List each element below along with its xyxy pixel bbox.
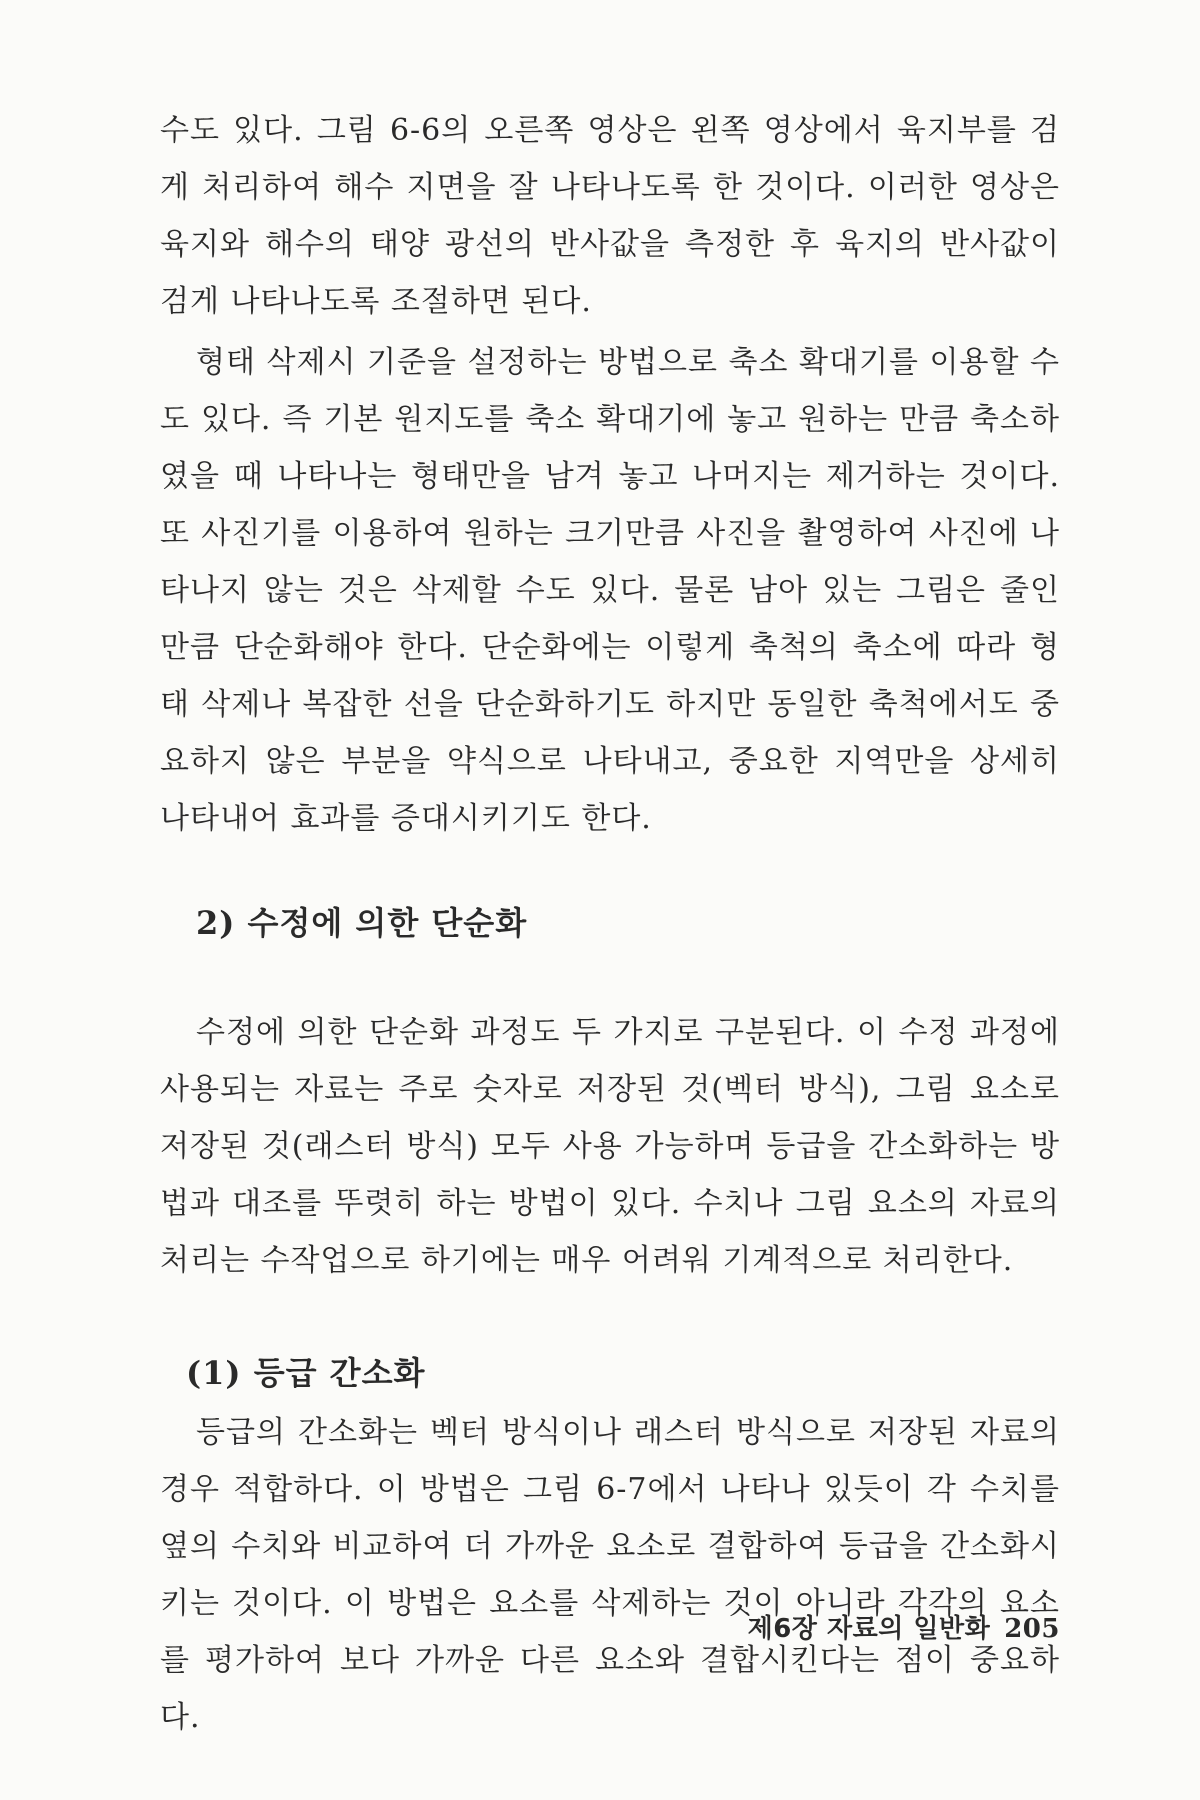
page-number: 205 bbox=[1004, 1614, 1060, 1644]
chapter-title: 제6장 자료의 일반화 bbox=[747, 1614, 991, 1644]
body-text bbox=[160, 102, 1060, 1746]
paragraph-continuation: 수도 있다. 그림 6-6의 오른쪽 영상은 왼쪽 영상에서 육지부를 검게 처리하여 해수 지면을 잘 나타나도록 한 것이다. 이러한 영상은 육지와 해수의 태양 광선의 반사값을 측정한 후 육지의 반사값이 검게 나타나도록 조절하면 된다. bbox=[160, 113, 1060, 319]
paragraph-correction-simplification: 수정에 의한 단순화 과정도 두 가지로 구분된다. 이 수정 과정에 사용되는 자료는 주로 숫자로 저장된 것(벡터 방식), 그림 요소로 저장된 것(래스터 방식) 모두 사용 가능하며 등급을 간소화하는 방법과 대조를 뚜렷히 하는 방법이 있다. 수치나 그림 요소의 자료의 처리는 수작업으로 하기에는 매우 어려워 기계적으로 처리한다. bbox=[160, 1015, 1060, 1278]
subsection-heading: (1) 등급 간소화 bbox=[186, 1354, 426, 1392]
paragraph-shape-deletion: 형태 삭제시 기준을 설정하는 방법으로 축소 확대기를 이용할 수도 있다. 즉 기본 원지도를 축소 확대기에 놓고 원하는 만큼 축소하였을 때 나타나는 형태만을 남겨 놓고 나머지는 제거하는 것이다. 또 사진기를 이용하여 원하는 크기만큼 사진을 촬영하여 사진에 나타나지 않는 것은 삭제할 수도 있다. 물론 남아 있는 그림은 줄인 만큼 단순화해야 한다. 단순화에는 이렇게 축척의 축소에 따라 형태 삭제나 복잡한 선을 단순화하기도 하지만 동일한 축척에서도 중요하지 않은 부분을 약식으로 나타내고, 중요한 지역만을 상세히 나타내어 효과를 증대시키기도 한다. bbox=[160, 345, 1060, 836]
section-heading: 2) 수정에 의한 단순화 bbox=[196, 904, 528, 942]
page-footer bbox=[748, 1608, 1060, 1645]
paragraph-class-simplification: 등급의 간소화는 벡터 방식이나 래스터 방식으로 저장된 자료의 경우 적합하다. 이 방법은 그림 6-7에서 나타나 있듯이 각 수치를 옆의 수치와 비교하여 더 가까운 요소로 결합하여 등급을 간소화시키는 것이다. 이 방법은 요소를 삭제하는 것이 아니라 각각의 요소를 평가하여 보다 가까운 다른 요소와 결합시킨다는 점이 중요하다. bbox=[160, 1415, 1060, 1735]
